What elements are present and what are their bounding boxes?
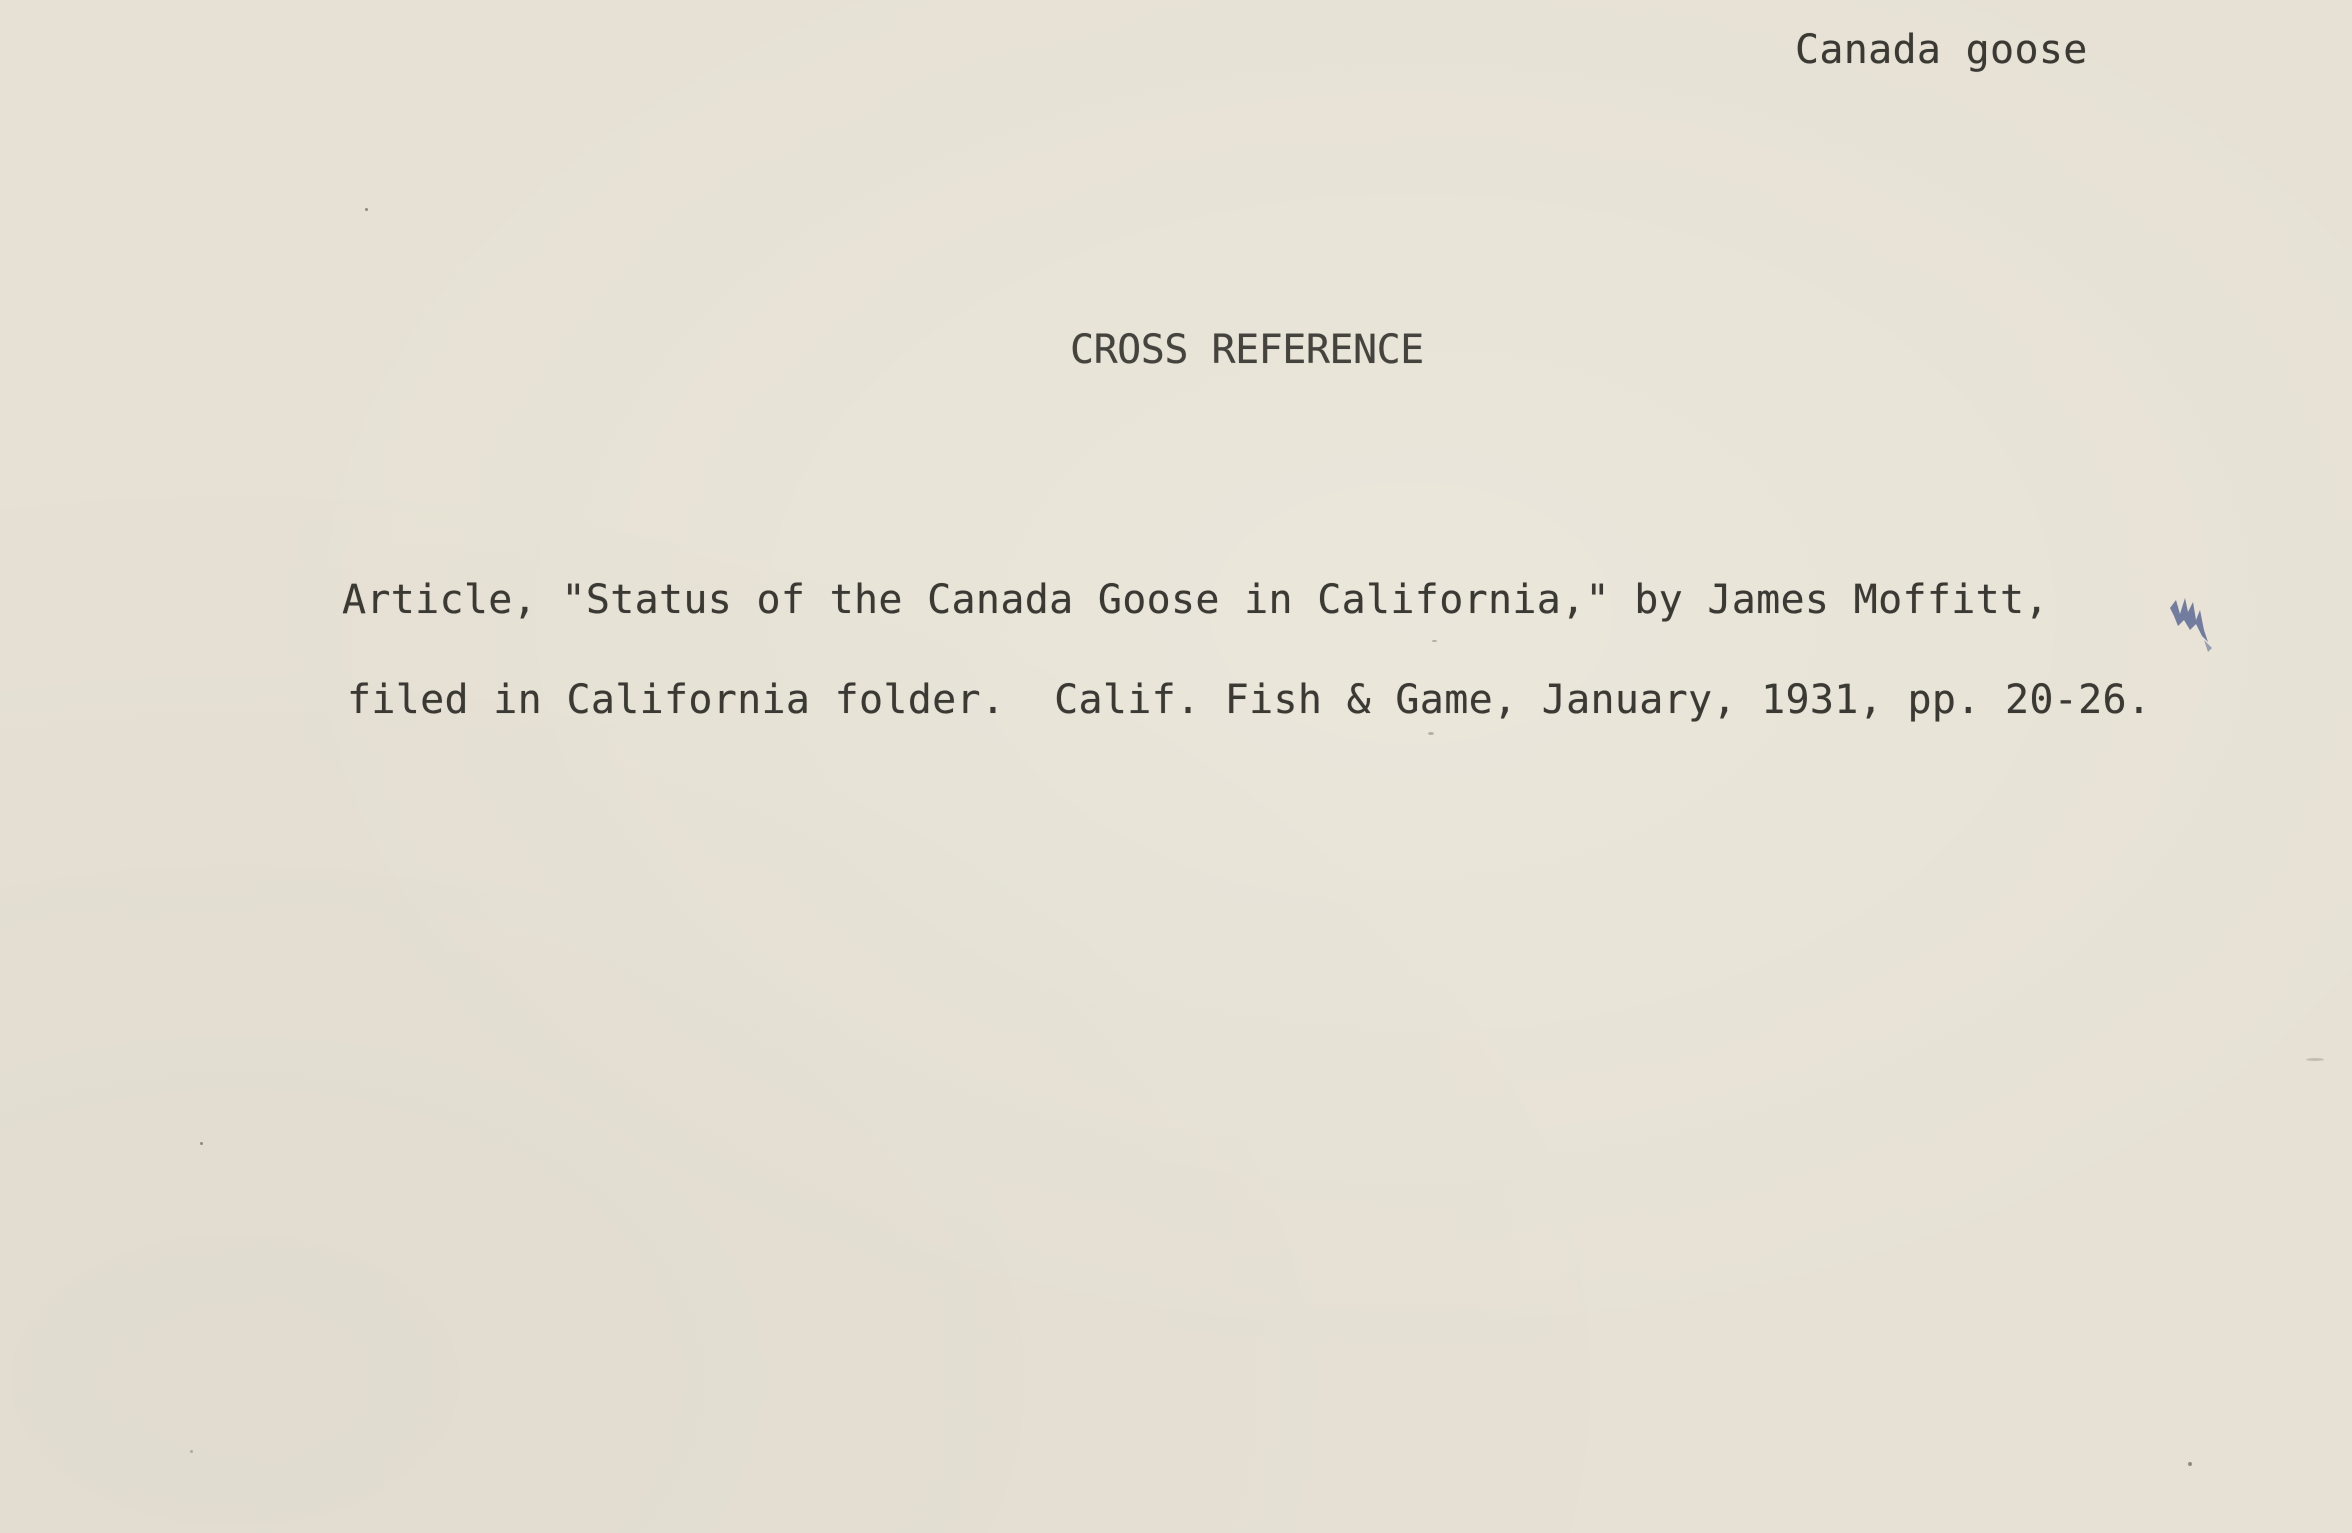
paper-speck (2306, 1058, 2324, 1061)
paper-speck (1432, 640, 1437, 642)
paper-speck (200, 1142, 203, 1145)
reference-line-2: filed in California folder. Calif. Fish & Game, January, 1931, pp. 20-26. (347, 677, 2152, 723)
paper-speck (1428, 732, 1434, 735)
paper-speck (190, 1450, 193, 1453)
ink-smudge-mark (2160, 590, 2220, 670)
reference-line-1: Article, "Status of the Canada Goose in California," by James Moffitt, (342, 577, 2049, 623)
card-heading: CROSS REFERENCE (1070, 327, 1424, 373)
paper-speck (365, 208, 368, 211)
paper-speck (2188, 1462, 2192, 1466)
species-label: Canada goose (1795, 27, 2088, 73)
